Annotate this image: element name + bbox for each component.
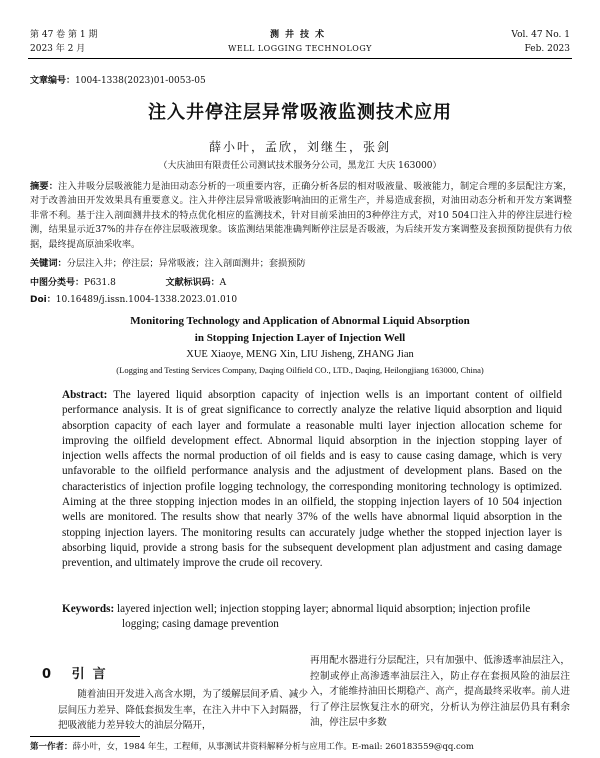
paper-title-cn: 注入井停注层异常吸液监测技术应用 [148,102,452,123]
issue-date: 2023 年 2 月 [30,44,86,54]
authors-cn: 薛小叶，孟欣，刘继生，张剑 [208,140,391,154]
doi-value: 10.16489/j.issn.1004-1338.2023.01.010 [55,295,238,305]
volume-issue: 第 47 卷 第 1 期 [30,30,98,40]
footnote-text: 薛小叶，女，1984 年生，工程师，从事测试井资料解释分析与应用工作。E-mail: 260183559@qq.com [72,742,474,752]
body-column-right: 再用配水器进行分层配注，只有加强中、低渗透率油层注入，控制或停止高渗透率油层注入，防止存在套损风险的油层注入，才能维持油田长期稳产、高产，提高最终采收率。前人进行了停注层恢复注水的研究，分析认为停注油层仍具有剩余油，停注层中多数 [310,655,570,728]
doc-code-label: 文献标识码： [165,278,220,288]
abstract-cn-text: 注入井吸分层吸液能力是油田动态分析的一项重要内容，正确分析各层的相对吸液量、吸液能力，制定合理的多层配注方案，对于改善油田开发效果具有重要意义。注入井停注层异常吸液影响油田的正常生产，并易造成套损，对油田动态分析和开发方案调整非常不利。基于注入剖面测井技术的特点优化相应的监测技术，针对目前采油田的3种停注方式，对10 504口注入井的停注层进行检测，结果显示近37%的井存在停注层吸液现象。该监测结果能准确判断停注层是否吸液，为后续开发方案调整及套损预防提供有力依据，最终提高原油采收率。 [30,181,573,250]
keywords-cn-text: 分层注入井；停注层；异常吸液；注入剖面测井；套损预防 [66,258,306,269]
authors-en: XUE Xiaoye, MENG Xin, LIU Jisheng, ZHANG Jian [186,349,414,360]
classification [30,275,226,288]
affiliation-en: (Logging and Testing Services Company, Daqing Oilfield CO., LTD., Daqing, Heilongjiang 163000, China) [116,365,484,375]
body-column-left: 随着油田开发进入高含水期，为了缓解层间矛盾、减少层间压力差异、降低套损发生率，在注入井中下入封隔器，把吸液能力差异较大的油层分隔开， [58,689,308,731]
journal-name [150,28,450,56]
article-number-label: 文章编号： [30,76,76,86]
paper-title-en [0,313,600,347]
abstract-en-text: The layered liquid absorption capacity of injection wells is an important content of oilfield performance analysis. It is of great significance to correctly analyze the relative liquid absorption and liquid absorption capacity of each layer and formulate a reasonable multi layer injection allocation scheme for improving the oilfield development effect. Abnormal liquid absorption in the injection stopping layer of injection wells affects the normal production of oil fields and is easy to cause casing damage, which is very unfavorable to the oilfield performance analysis and the adjustment of development plans. Based on the characteristics of injection profile logging technology, the corresponding monitoring technology is optimized. Aiming at the three stopping injection modes in an oilfield, the stopping injection layers of 10 504 injection wells are monitored. The results show that nearly 37% of the wells have abnormal liquid absorption in the stopping injection layers. The monitoring results can accurately judge whether the stopped injection layer is absorbing liquid, provide a strong basis for the subsequent development plan adjustment and casing damage prevention, and ultimately improve the crude oil recovery. [62,389,562,570]
clc-label: 中图分类号： [30,278,85,288]
issue-info [30,28,97,56]
doc-code-value: A [219,278,227,288]
doi [30,292,237,305]
issue-info-en [511,28,570,56]
footnote-label: 第一作者： [30,742,73,752]
keywords-cn [30,257,572,271]
keywords-cn-label: 关键词： [30,258,67,269]
section-heading [42,663,114,682]
keywords-en-text: layered injection well; injection stopping layer; abnormal liquid absorption; injection profile logging; casing damage prevention [117,603,531,631]
article-number [30,73,206,86]
page-header [0,0,600,58]
footnote-rule [30,736,140,737]
paper-title-en-line2: in Stopping Injection Layer of Injection Well [194,332,406,344]
paper-title-en-line1: Monitoring Technology and Application of Abnormal Liquid Absorption [130,315,470,327]
issue-date-en: Feb. 2023 [524,44,570,54]
keywords-en [62,602,562,633]
header-rule [28,58,572,59]
keywords-en-label: Keywords: [62,603,115,615]
abstract-en-label: Abstract: [62,389,108,401]
volume-issue-en: Vol. 47 No. 1 [511,30,570,40]
footnote [30,740,580,752]
doi-label: Doi： [30,295,56,305]
abstract-en [62,388,562,572]
section-title: 引言 [71,667,114,682]
section-number: 0 [42,667,60,682]
journal-name-cn: 测井技术 [269,30,330,40]
abstract-cn-label: 摘要： [30,181,59,192]
article-number-value: 1004-1338(2023)01-0053-05 [75,76,206,86]
journal-name-en: WELL LOGGING TECHNOLOGY [228,44,372,53]
affiliation-cn: （大庆油田有限责任公司测试技术服务分公司，黑龙江 大庆 163000） [158,161,442,171]
abstract-cn [30,180,572,252]
clc-value: P631.8 [84,278,116,288]
